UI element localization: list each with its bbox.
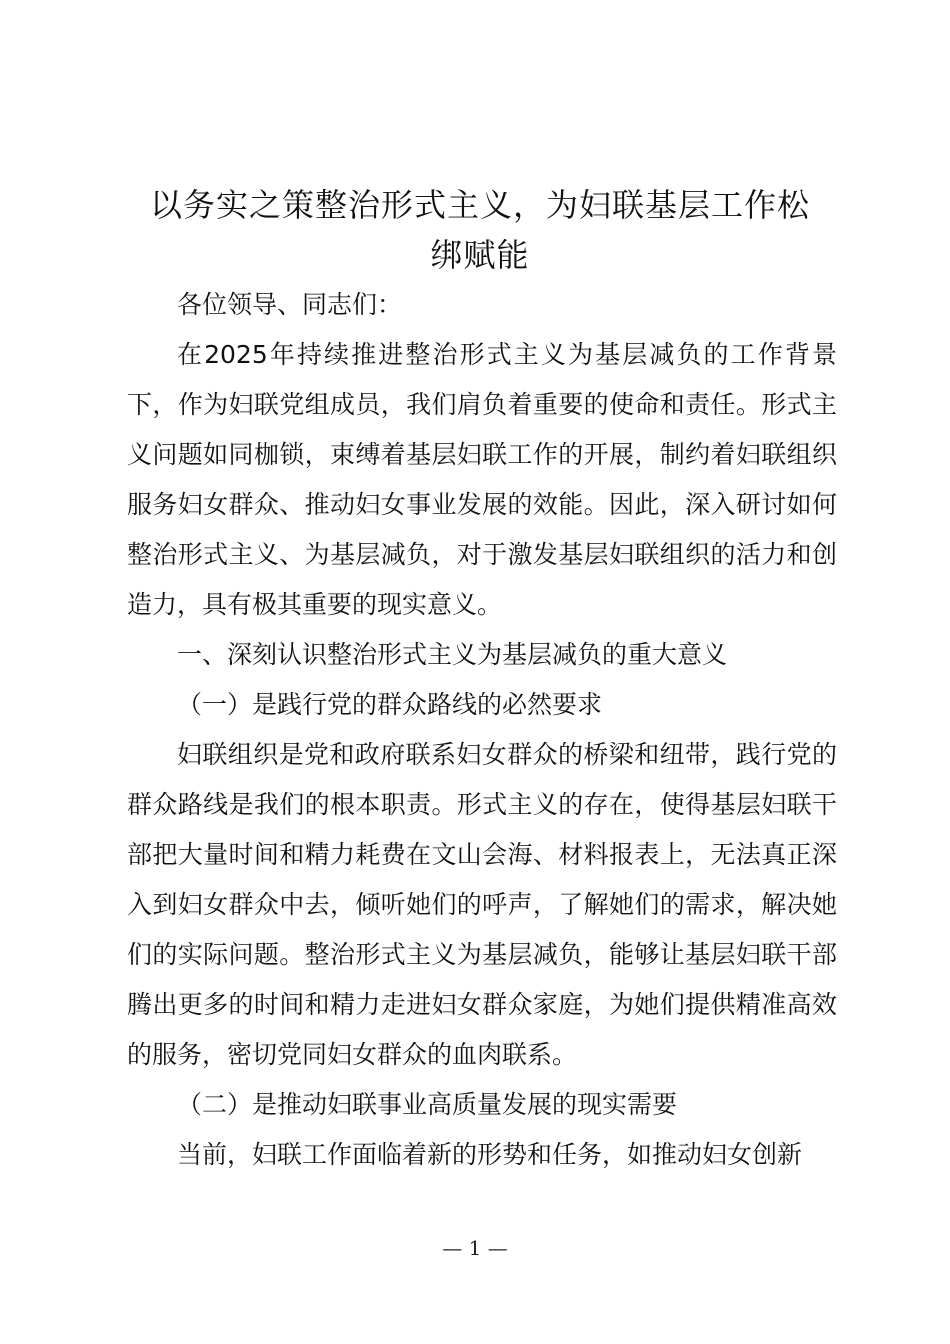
title-line-1: 以务实之策整治形式主义，为妇联基层工作松 — [149, 186, 810, 224]
salutation: 各位领导、同志们： — [177, 290, 403, 319]
subsection-heading-1: （一）是践行党的群众路线的必然要求 — [177, 690, 603, 719]
paragraph-1: 妇联组织是党和政府联系妇女群众的桥梁和纽带，践行党的群众路线是我们的根本职责。形式主义的存在，使得基层妇联干部把大量时间和精力耗费在文山会海、材料报表上，无法真正深入到妇女群众中去，倾听她们的呼声，了解她们的需求，解决她们的实际问题。整治形式主义为基层减负，能够让基层妇联干部腾出更多的时间和精力走进妇女群众家庭，为她们提供精准高效的服务，密切党同妇女群众的血肉联系。 — [127, 740, 837, 1069]
paragraph-2: 当前，妇联工作面临着新的形势和任务，如推动妇女创新 — [177, 1140, 803, 1169]
document-body — [127, 280, 837, 1180]
paragraph-intro: 在2025年持续推进整治形式主义为基层减负的工作背景下，作为妇联党组成员，我们肩负着重要的使命和责任。形式主义问题如同枷锁，束缚着基层妇联工作的开展，制约着妇联组织服务妇女群众、推动妇女事业发展的效能。因此，深入研讨如何整治形式主义、为基层减负，对于激发基层妇联组织的活力和创造力，具有极其重要的现实意义。 — [127, 340, 837, 619]
title-line-2: 绑赋能 — [430, 236, 530, 274]
page-number: — 1 — — [442, 1236, 508, 1260]
subsection-heading-2: （二）是推动妇联事业高质量发展的现实需要 — [177, 1090, 678, 1119]
section-heading-1: 一、深刻认识整治形式主义为基层减负的重大意义 — [177, 640, 728, 669]
document-title — [100, 180, 860, 280]
